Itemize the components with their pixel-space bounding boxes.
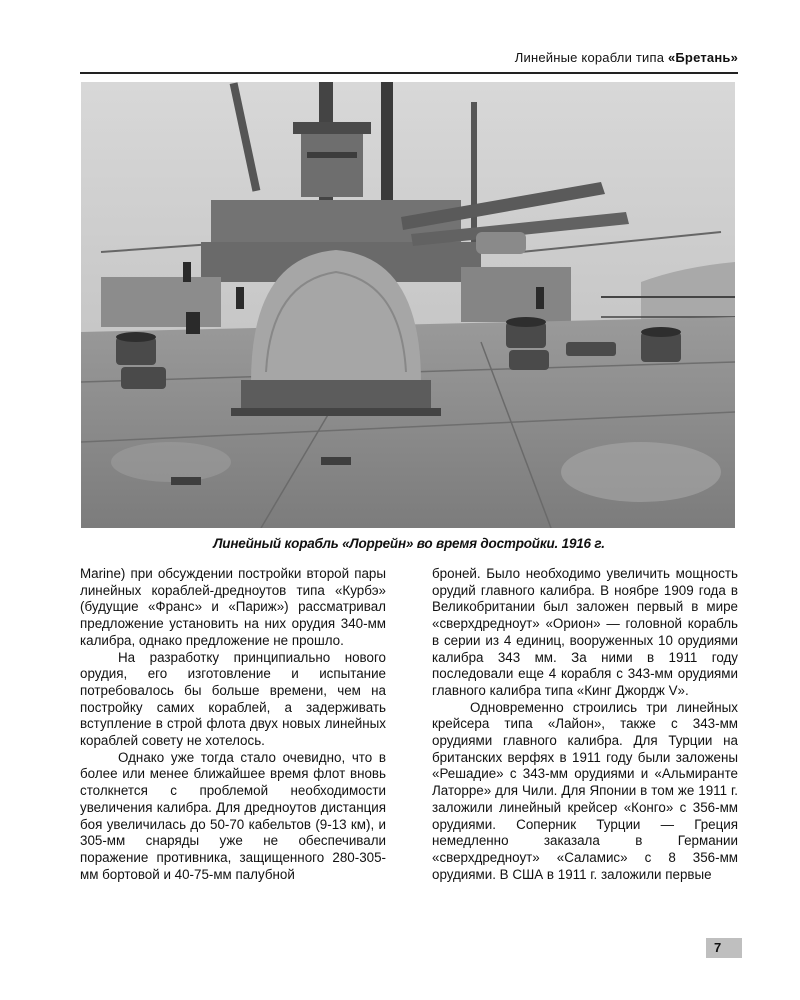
running-header (80, 50, 738, 65)
header-rule (80, 72, 738, 74)
running-title-ship: «Бретань» (667, 50, 738, 65)
page-number: 7 (706, 938, 742, 958)
photo-caption: Линейный корабль «Лоррейн» во время достройки. 1916 г. (213, 536, 605, 551)
left-paragraph-2: На разработку принципиально нового орудия, его изготовление и испытание потребовалось бы больше времени, чем на постройку самих кораблей, а задерживать вступление в строй флота двух новых линейных кораблей совету не хотелось. (80, 649, 386, 749)
battleship-photo (81, 82, 735, 528)
right-text-column (432, 566, 738, 883)
left-paragraph-3: Однако уже тогда стало очевидно, что в более или менее ближайшее время флот вновь столкнется с проблемой необходимости увеличения калибра. Для дредноутов дистанция боя увеличилась до 50-70 кабельтов (9-13 км), и 305-мм снаряды уже не обеспечивали поражение противника, защищенного 280-305-мм бортовой и 40-75-мм палубной (80, 749, 386, 882)
left-text-column (80, 566, 386, 883)
right-paragraph-2: Одновременно строились три линейных крейсера типа «Лайон», также с 343-мм орудиями главного калибра. Для Турции на британских верфях в 1911 году были заложены «Решадие» с 343-мм орудиями и «Альмиранте Латорре» для Чили. Для Японии в том же 1911 г. заложили линейный крейсер «Конго» с 356-мм орудиями. Соперник Турции — Греция немедленно заказала в Германии «сверхдредноут» «Саламис» с 8 356-мм орудиями. В США в 1911 г. заложили первые (432, 699, 738, 882)
left-paragraph-1: Marine) при обсуждении постройки второй пары линейных кораблей-дредноутов типа «Курбэ» (будущие «Франс» и «Париж») рассматривал предложение установить на них орудия 340-мм калибра, однако предложение не прошло. (80, 566, 386, 648)
right-paragraph-1: броней. Было необходимо увеличить мощность орудий главного калибра. В ноябре 1909 года в Великобритании был заложен первый в мире «сверхдредноут» «Орион» — головной корабль в серии из 4 единиц, вооруженных 10 орудиями калибра 343 мм. За ними в 1911 году последовали еще 4 корабля с 343-мм орудиями главного калибра типа «Кинг Джордж V». (432, 566, 738, 698)
running-title-prefix: Линейные корабли типа (514, 50, 665, 65)
